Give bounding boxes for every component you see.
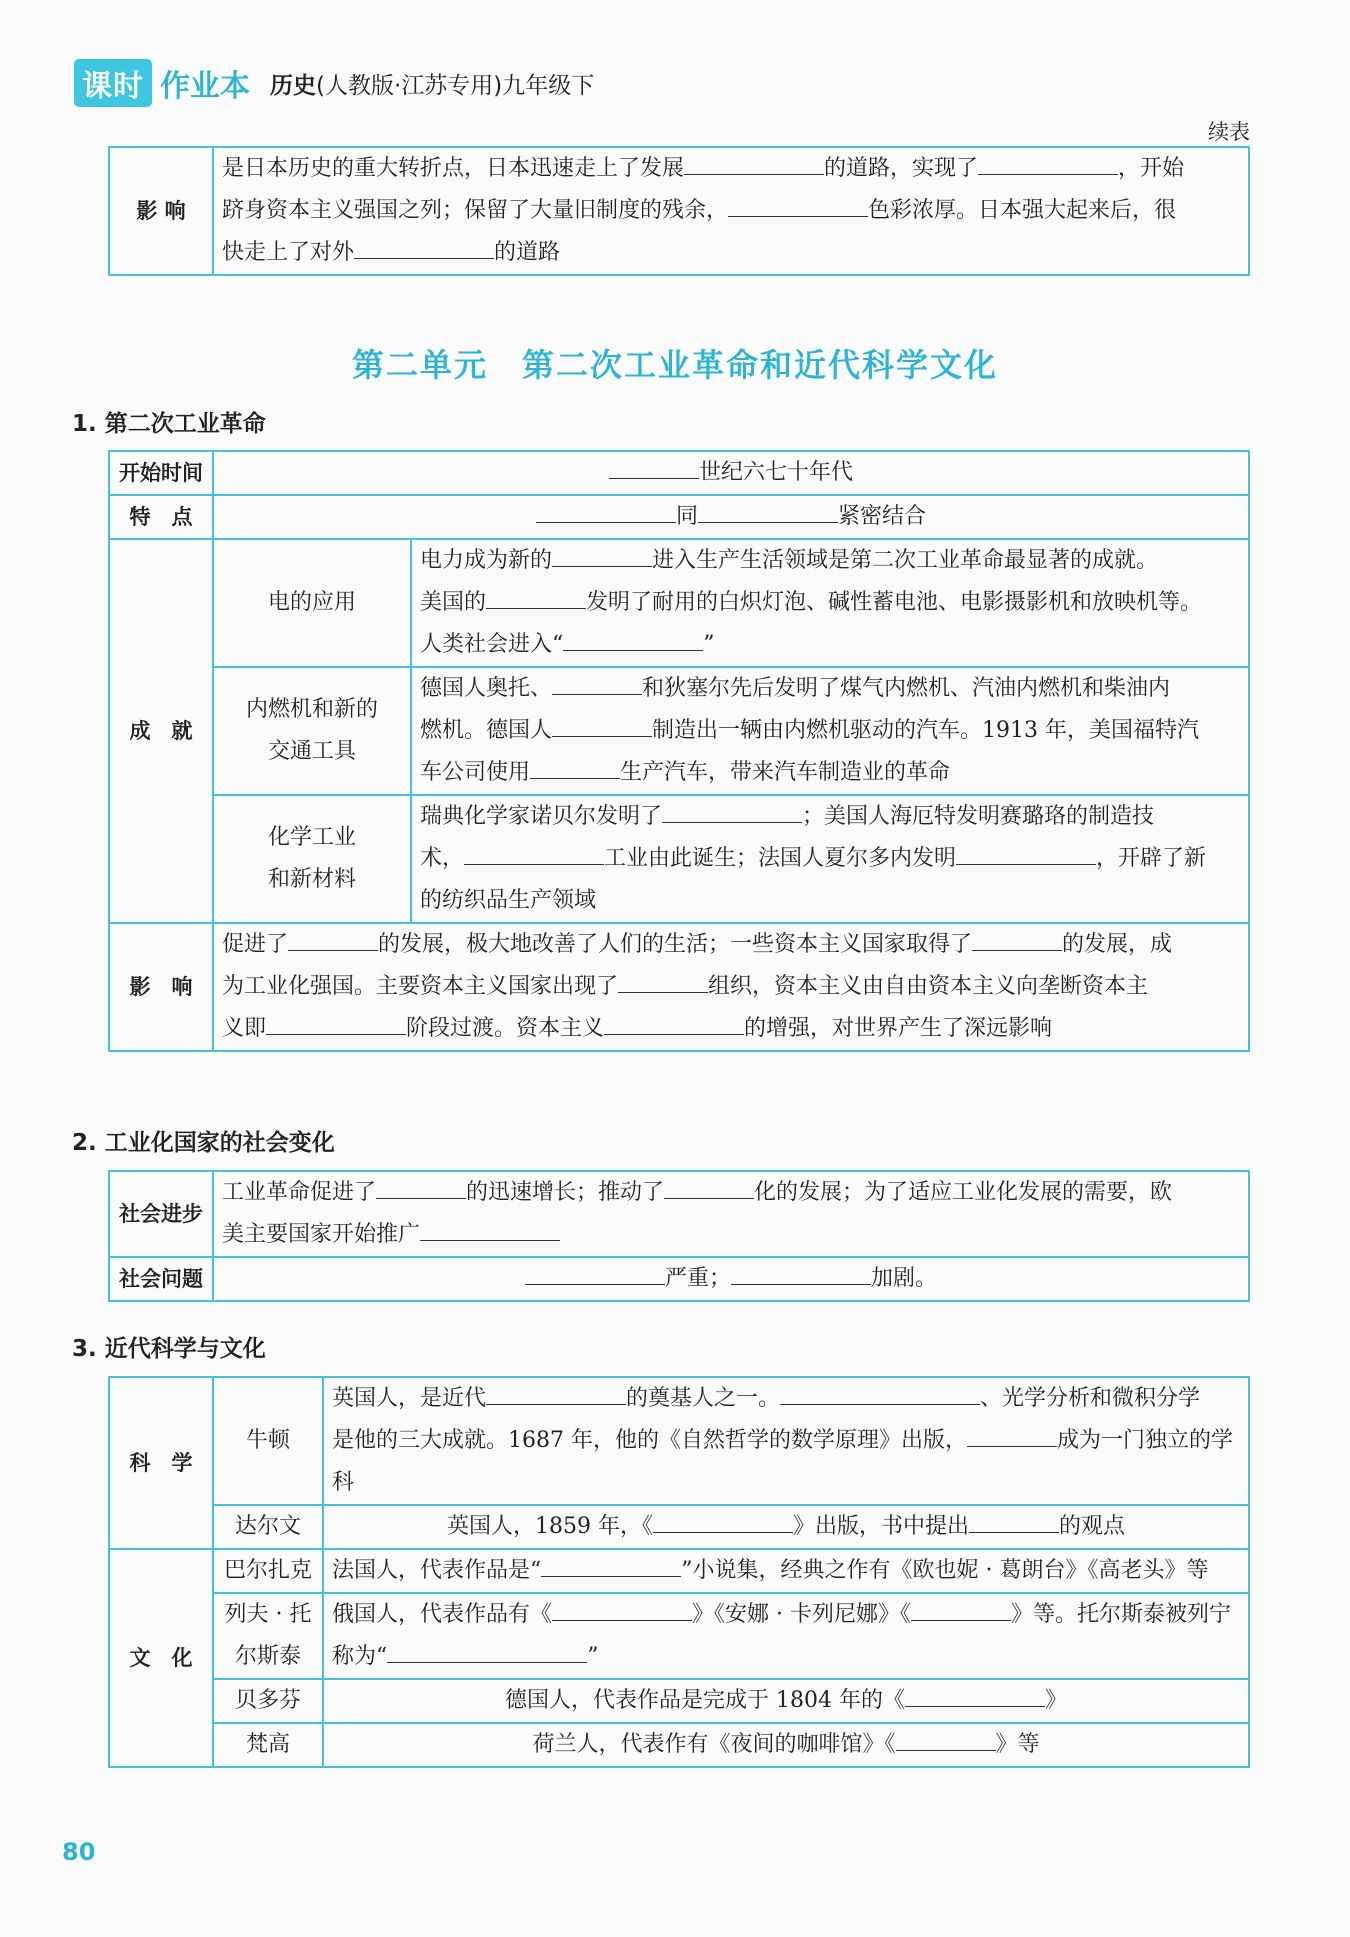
blank[interactable] bbox=[354, 232, 494, 259]
blank[interactable] bbox=[530, 752, 620, 779]
social-change-table bbox=[108, 1170, 1250, 1302]
newton-text: 英国人，是近代 的奠基人之一。 、光学分析和微积分学 是他的三大成就。1687 年，他的《自然哲学的数学原理》出版， 成为一门独立的学科 bbox=[323, 1377, 1249, 1505]
blank[interactable] bbox=[552, 1594, 692, 1621]
blank[interactable] bbox=[552, 540, 652, 567]
van-gogh-text: 荷兰人，代表作有《夜间的咖啡馆》《 》等 bbox=[323, 1723, 1249, 1767]
blank[interactable] bbox=[266, 1008, 406, 1035]
blank[interactable] bbox=[662, 796, 802, 823]
row-label-start-time: 开始时间 bbox=[109, 451, 213, 495]
row-label-achievements: 成 就 bbox=[109, 539, 213, 923]
subject-name: 历史 bbox=[270, 72, 316, 99]
blank[interactable] bbox=[896, 1724, 996, 1751]
row-label-problems: 社会问题 bbox=[109, 1257, 213, 1301]
achievement-electricity-label: 电的应用 bbox=[213, 539, 411, 667]
person-beethoven: 贝多芬 bbox=[213, 1679, 323, 1723]
industrial-impact-text: 促进了 的发展，极大地改善了人们的生活；一些资本主义国家取得了 的发展，成 为工业化强国。主要资本主义国家出现了 组织，资本主义由自由资本主义向垄断资本主 义即 阶段过渡。资本主义 的增强，对世界产生了深远影响 bbox=[213, 923, 1249, 1051]
person-newton: 牛顿 bbox=[213, 1377, 323, 1505]
japan-impact-table bbox=[108, 146, 1250, 276]
blank[interactable] bbox=[684, 148, 824, 175]
blank[interactable] bbox=[664, 1172, 754, 1199]
blank[interactable] bbox=[604, 1008, 744, 1035]
row-label-culture: 文 化 bbox=[109, 1549, 213, 1767]
person-balzac: 巴尔扎克 bbox=[213, 1549, 323, 1593]
blank[interactable] bbox=[609, 452, 699, 479]
section-2-title: 2. 工业化国家的社会变化 bbox=[72, 1130, 335, 1156]
blank[interactable] bbox=[552, 710, 652, 737]
unit-title: 第二单元 第二次工业革命和近代科学文化 bbox=[351, 346, 998, 384]
blank[interactable] bbox=[969, 1506, 1059, 1533]
blank[interactable] bbox=[780, 1378, 980, 1405]
blank[interactable] bbox=[552, 668, 642, 695]
row-label-impact-2: 影 响 bbox=[109, 923, 213, 1051]
blank[interactable] bbox=[956, 838, 1096, 865]
darwin-text: 英国人，1859 年，《 》出版，书中提出 的观点 bbox=[323, 1505, 1249, 1549]
series-logo: 课时 bbox=[74, 59, 152, 107]
subject-info bbox=[270, 67, 594, 100]
blank[interactable] bbox=[486, 1378, 626, 1405]
blank[interactable] bbox=[486, 582, 586, 609]
series-name: 作业本 bbox=[160, 69, 250, 104]
blank[interactable] bbox=[618, 966, 708, 993]
blank[interactable] bbox=[525, 1258, 665, 1285]
person-darwin: 达尔文 bbox=[213, 1505, 323, 1549]
start-time-text: 世纪六七十年代 bbox=[213, 451, 1249, 495]
blank[interactable] bbox=[464, 838, 604, 865]
blank[interactable] bbox=[978, 148, 1118, 175]
page-number: 80 bbox=[62, 1838, 96, 1866]
achievement-electricity-text: 电力成为新的 进入生产生活领域是第二次工业革命最显著的成就。 美国的 发明了耐用的白炽灯泡、碱性蓄电池、电影摄影机和放映机等。 人类社会进入“ ” bbox=[411, 539, 1249, 667]
blank[interactable] bbox=[536, 496, 676, 523]
achievement-chemistry-label: 化学工业 和新材料 bbox=[213, 795, 411, 923]
japan-impact-text: 是日本历史的重大转折点，日本迅速走上了发展 的道路，实现了 ，开始 跻身资本主义强国之列；保留了大量旧制度的残余， 色彩浓厚。日本强大起来后，很 快走上了对外 的道路 bbox=[213, 147, 1249, 275]
row-label-science: 科 学 bbox=[109, 1377, 213, 1549]
blank[interactable] bbox=[288, 924, 378, 951]
industrial-revolution-table bbox=[108, 450, 1250, 1052]
achievement-engine-text: 德国人奥托、 和狄塞尔先后发明了煤气内燃机、汽油内燃机和柴油内 燃机。德国人 制造出一辆由内燃机驱动的汽车。1913 年，美国福特汽 车公司使用 生产汽车，带来汽车制造业的革命 bbox=[411, 667, 1249, 795]
blank[interactable] bbox=[911, 1594, 1011, 1621]
blank[interactable] bbox=[563, 624, 703, 651]
row-label-impact: 影 响 bbox=[109, 147, 213, 275]
person-van-gogh: 梵高 bbox=[213, 1723, 323, 1767]
blank[interactable] bbox=[698, 496, 838, 523]
subject-edition: (人教版·江苏专用)九年级下 bbox=[316, 72, 595, 99]
blank[interactable] bbox=[420, 1214, 560, 1241]
blank[interactable] bbox=[967, 1420, 1057, 1447]
science-culture-table bbox=[108, 1376, 1250, 1768]
blank[interactable] bbox=[728, 190, 868, 217]
blank[interactable] bbox=[541, 1550, 681, 1577]
blank[interactable] bbox=[387, 1636, 587, 1663]
blank[interactable] bbox=[731, 1258, 871, 1285]
blank[interactable] bbox=[972, 924, 1062, 951]
blank[interactable] bbox=[905, 1680, 1045, 1707]
row-label-features: 特 点 bbox=[109, 495, 213, 539]
achievement-chemistry-text: 瑞典化学家诺贝尔发明了 ；美国人海厄特发明赛璐珞的制造技 术， 工业由此诞生；法国人夏尔多内发明 ，开辟了新 的纺织品生产领域 bbox=[411, 795, 1249, 923]
social-problems-text: 严重； 加剧。 bbox=[213, 1257, 1249, 1301]
person-tolstoy: 列夫 · 托 尔斯泰 bbox=[213, 1593, 323, 1679]
balzac-text: 法国人，代表作品是“ ”小说集，经典之作有《欧也妮 · 葛朗台》《高老头》等 bbox=[323, 1549, 1249, 1593]
page-header bbox=[74, 60, 594, 106]
achievement-engine-label: 内燃机和新的 交通工具 bbox=[213, 667, 411, 795]
beethoven-text: 德国人，代表作品是完成于 1804 年的《 》 bbox=[323, 1679, 1249, 1723]
continued-label: 续表 bbox=[1208, 120, 1250, 144]
row-label-progress: 社会进步 bbox=[109, 1171, 213, 1257]
features-text: 同 紧密结合 bbox=[213, 495, 1249, 539]
tolstoy-text: 俄国人，代表作品有《 》《安娜 · 卡列尼娜》《 》等。托尔斯泰被列宁 称为“ ” bbox=[323, 1593, 1249, 1679]
section-3-title: 3. 近代科学与文化 bbox=[72, 1336, 266, 1362]
blank[interactable] bbox=[653, 1506, 793, 1533]
blank[interactable] bbox=[376, 1172, 466, 1199]
social-progress-text: 工业革命促进了 的迅速增长；推动了 化的发展；为了适应工业化发展的需要，欧 美主要国家开始推广 bbox=[213, 1171, 1249, 1257]
section-1-title: 1. 第二次工业革命 bbox=[72, 411, 266, 437]
